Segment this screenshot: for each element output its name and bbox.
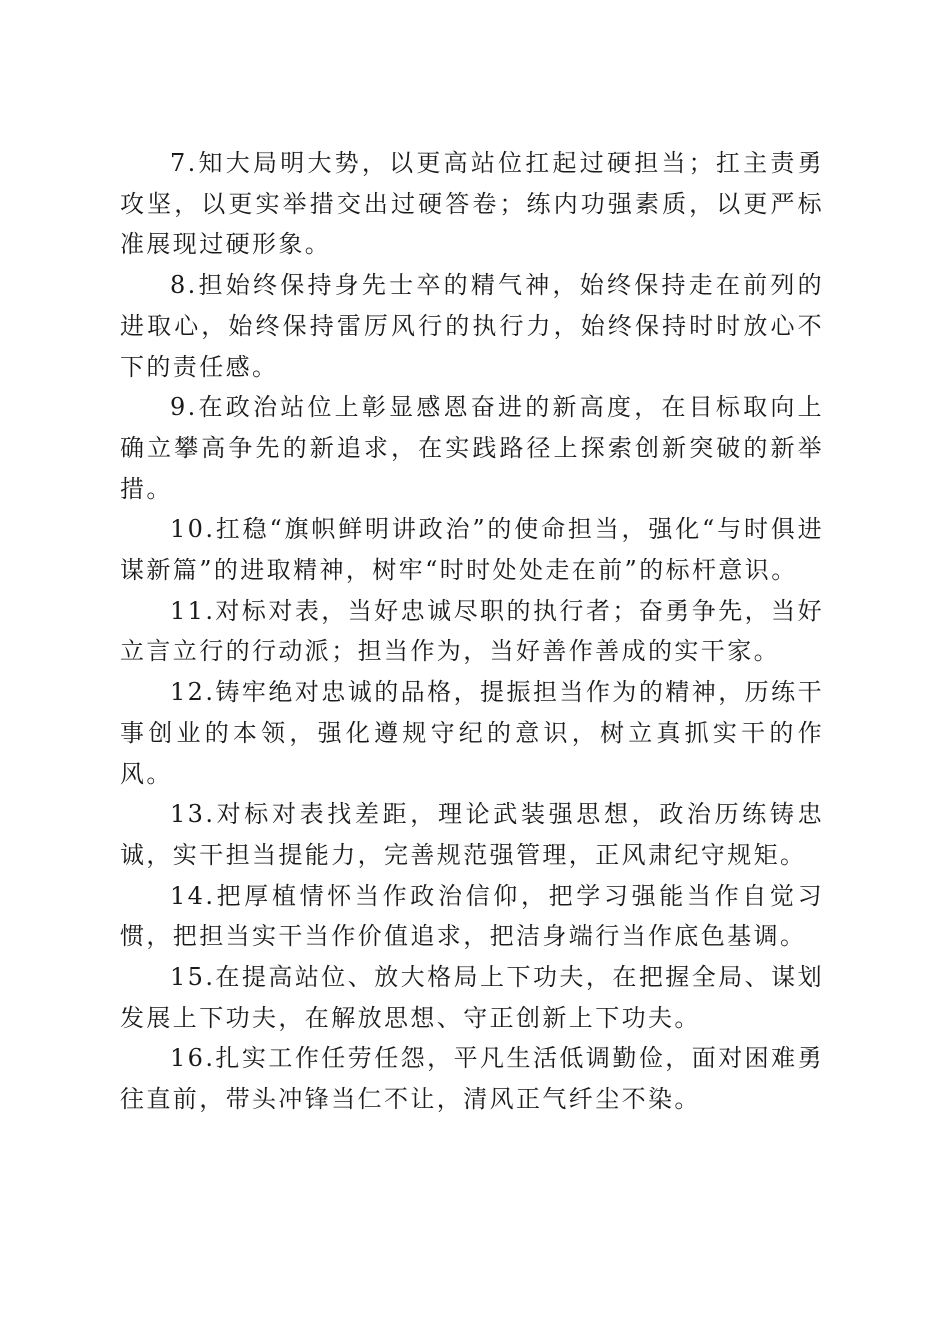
paragraph-16: 16.扎实工作任劳任怨，平凡生活低调勤俭，面对困难勇往直前，带头冲锋当仁不让，清风正气纤尘不染。 [120, 1044, 824, 1114]
paragraph-10: 10.扛稳“旗帜鲜明讲政治”的使命担当，强化“与时俱进谋新篇”的进取精神，树牢“时时处处走在前”的标杆意识。 [120, 515, 824, 585]
paragraph-13: 13.对标对表找差距，理论武装强思想，政治历练铸忠诚，实干担当提能力，完善规范强管理，正风肃纪守规矩。 [120, 800, 824, 869]
paragraph-11: 11.对标对表，当好忠诚尽职的执行者；奋勇争先，当好立言立行的行动派；担当作为，当好善作善成的实干家。 [120, 596, 824, 666]
paragraph-9: 9.在政治站位上彰显感恩奋进的新高度，在目标取向上确立攀高争先的新追求，在实践路径上探索创新突破的新举措。 [120, 393, 824, 503]
paragraph-12: 12.铸牢绝对忠诚的品格，提振担当作为的精神，历练干事创业的本领，强化遵规守纪的意识，树立真抓实干的作风。 [120, 678, 824, 788]
paragraph-8: 8.担始终保持身先士卒的精气神，始终保持走在前列的进取心，始终保持雷厉风行的执行力，始终保持时时放心不下的责任感。 [120, 271, 824, 381]
paragraph-15: 15.在提高站位、放大格局上下功夫，在把握全局、谋划发展上下功夫，在解放思想、守正创新上下功夫。 [120, 963, 824, 1032]
paragraph-14: 14.把厚植情怀当作政治信仰，把学习强能当作自觉习惯，把担当实干当作价值追求，把洁身端行当作底色基调。 [120, 881, 824, 951]
document-body [120, 143, 824, 1120]
paragraph-7: 7.知大局明大势，以更高站位扛起过硬担当；扛主责勇攻坚，以更实举措交出过硬答卷；练内功强素质，以更严标准展现过硬形象。 [120, 149, 824, 259]
